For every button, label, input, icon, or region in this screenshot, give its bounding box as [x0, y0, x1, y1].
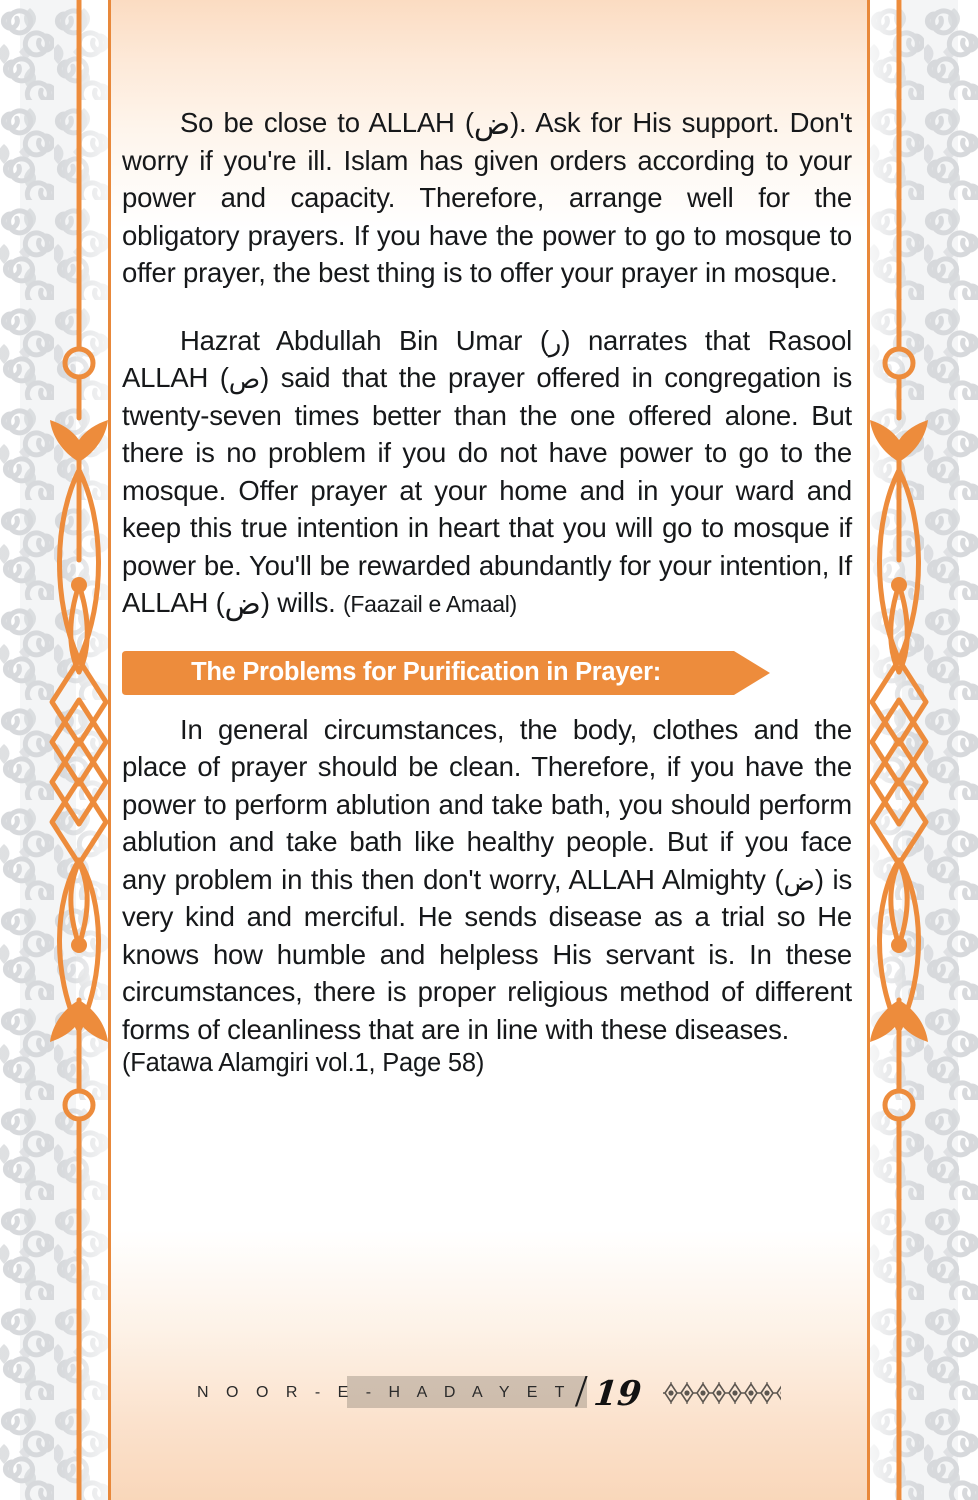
footer-page-number: 19: [591, 1374, 643, 1414]
paragraph-2-text-c: ) said that the prayer offered in congregation is twenty-seven times better than the one offered alone. But there is no problem if you do not have power to go to the mosque. Offer prayer at your home and in your ward and keep this true intention in heart that you will go to mosque if power be. You'll be rewarded abundantly for your intention, If ALLAH (: [122, 362, 852, 618]
left-orange-ornament: [36, 0, 122, 1500]
section-heading-banner: [122, 651, 770, 695]
paragraph-2-text-a: Hazrat Abdullah Bin Umar (: [180, 324, 549, 356]
paragraph-1-text-a: So be close to ALLAH (: [180, 107, 474, 138]
page-content: [122, 104, 852, 1078]
footer-separator: /: [574, 1365, 588, 1416]
section-heading-label: The Problems for Purification in Prayer:: [191, 658, 661, 686]
honorific-radiyallahu-icon: ر: [548, 327, 562, 358]
honorific-sallallahu-icon: ص: [228, 365, 261, 395]
right-orange-ornament: [856, 0, 942, 1500]
footer-book-title: N O O R - E - H A D A Y E T: [197, 1384, 571, 1401]
paragraph-2-text-d: ) wills.: [260, 587, 336, 618]
honorific-subhanahu-icon: ض: [224, 587, 261, 622]
paragraph-spacer: [122, 292, 852, 322]
paragraph-3-text-b: ) is very kind and merciful. He sends disease as a trial so He knows how humble and helpless His servant is. In these circumstances, there is proper religious method of different forms of cleanliness that are in line with these diseases.: [122, 863, 853, 1045]
footer-decorative-strip: [663, 1382, 781, 1404]
paragraph-3-citation: (Fatawa Alamgiri vol.1, Page 58): [122, 1049, 485, 1077]
paragraph-3-text-a: In general circumstances, the body, clothes and the place of prayer should be clean. Therefore, if you have the power to perform ablution and take bath, you should perform ablution and take bath like healthy people. But if you face any problem in this then don't worry, ALLAH Almighty (: [122, 713, 852, 895]
honorific-subhanahu-icon: ض: [473, 107, 511, 142]
paragraph-3: [122, 711, 852, 1049]
page-footer: [0, 1365, 978, 1416]
footer-inner: [197, 1365, 781, 1416]
paragraph-1: [122, 104, 852, 292]
paragraph-2-citation: (Faazail e Amaal): [343, 591, 517, 617]
honorific-subhanahu-icon: ض: [783, 866, 815, 897]
paragraph-2: [122, 322, 852, 624]
paragraph-1-text-b: ). Ask for His support. Don't worry if you're ill. Islam has given orders according to your power and capacity. Therefore, arrange well for the obligatory prayers. If you have the power to go to mosque to offer prayer, the best thing is to offer your prayer in mosque.: [122, 107, 853, 288]
paragraph-2-text-b: ) narrates that Rasool ALLAH (: [122, 324, 852, 393]
